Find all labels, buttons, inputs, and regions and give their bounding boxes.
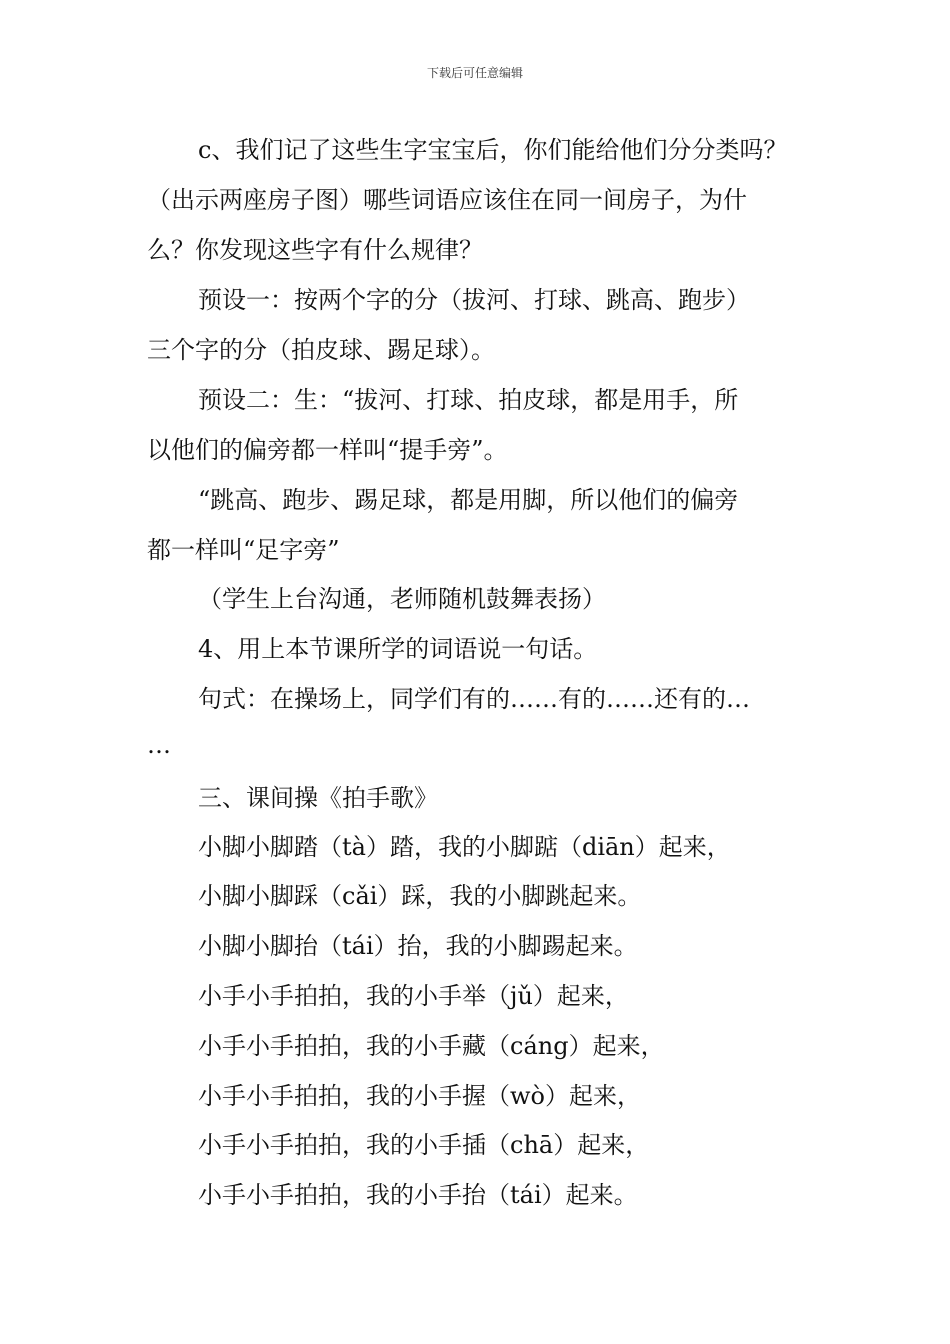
paragraph-line: 都一样叫“足字旁” (147, 536, 340, 564)
paragraph-line: （学生上台沟通，老师随机鼓舞表扬） (198, 585, 606, 613)
paragraph-line: 么？你发现这些字有什么规律？ (147, 236, 483, 264)
song-line: 小脚小脚踏（tà）踏，我的小脚踮（diān）起来， (198, 833, 731, 861)
song-line: 小手小手拍拍，我的小手藏（cáng）起来， (198, 1032, 665, 1060)
paragraph-line: “跳高、跑步、踢足球，都是用脚，所以他们的偏旁 (198, 486, 739, 514)
paragraph-line: … (147, 731, 171, 759)
song-line: 小脚小脚抬（tái）抬，我的小脚踢起来。 (198, 932, 638, 960)
paragraph-line: （出示两座房子图）哪些词语应该住在同一间房子，为什 (147, 186, 747, 214)
song-line: 小脚小脚踩（cǎi）踩，我的小脚跳起来。 (198, 882, 642, 910)
page-header: 下载后可任意编辑 (426, 66, 523, 80)
song-line: 小手小手拍拍，我的小手抬（tái）起来。 (198, 1181, 638, 1209)
song-line: 小手小手拍拍，我的小手握（wò）起来， (198, 1082, 641, 1110)
song-line: 小手小手拍拍，我的小手插（chā）起来， (198, 1131, 650, 1159)
paragraph-line: 4、用上本节课所学的词语说一句话。 (198, 635, 598, 663)
paragraph-line: 三个字的分（拍皮球、踢足球）。 (147, 336, 495, 364)
paragraph-line: c、我们记了这些生字宝宝后，你们能给他们分分类吗？ (198, 136, 788, 164)
paragraph-line: 句式：在操场上，同学们有的……有的……还有的… (198, 685, 750, 713)
section-heading: 三、课间操《拍手歌》 (198, 784, 438, 812)
song-line: 小手小手拍拍，我的小手举（jǔ）起来， (198, 982, 629, 1010)
paragraph-line: 预设一：按两个字的分（拔河、打球、跳高、跑步） (198, 286, 750, 314)
paragraph-line: 预设二：生：“拔河、打球、拍皮球，都是用手，所 (198, 386, 739, 414)
paragraph-line: 以他们的偏旁都一样叫“提手旁”。 (147, 436, 508, 464)
